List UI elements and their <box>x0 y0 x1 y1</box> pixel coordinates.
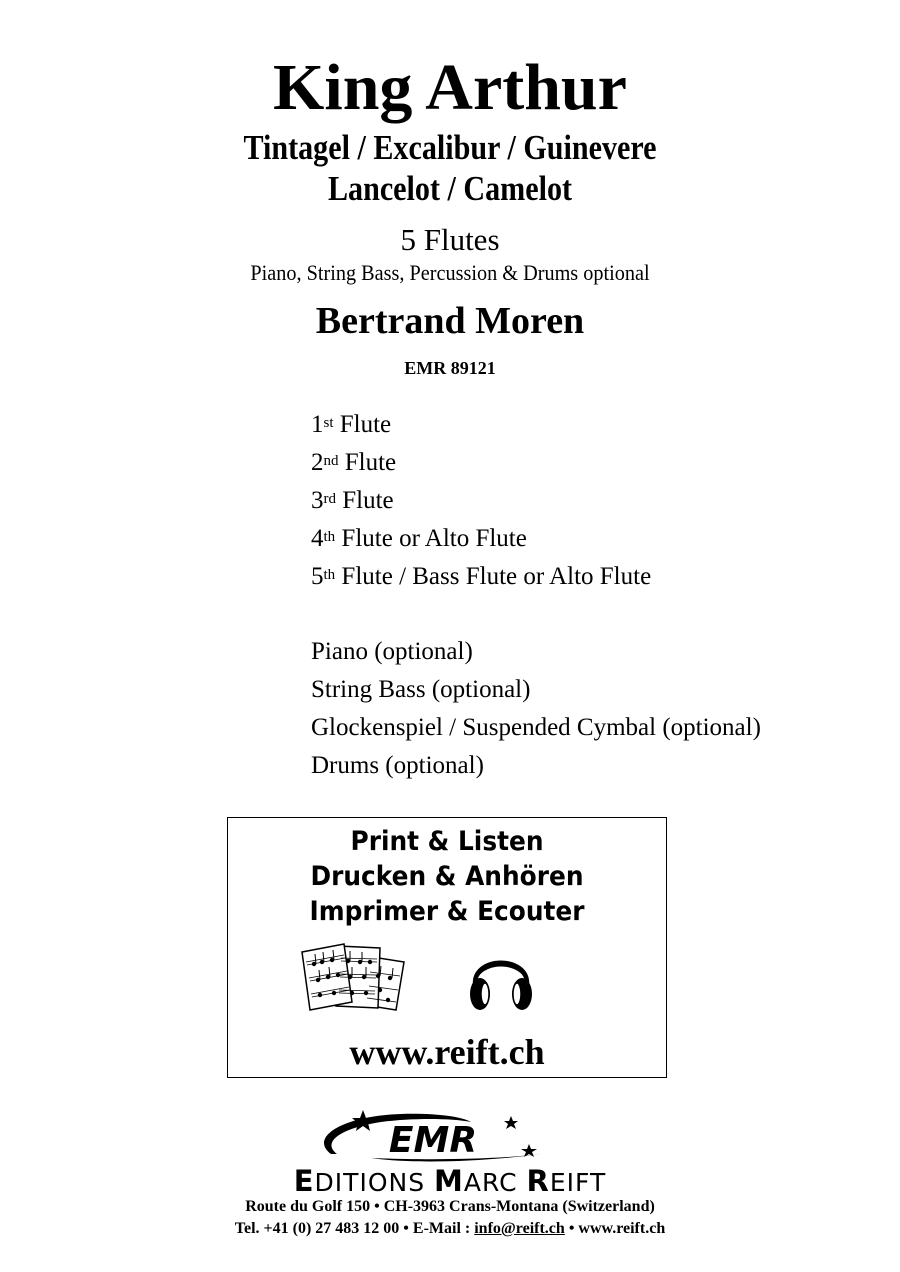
part-item: 3rd Flute <box>311 487 394 514</box>
sheet-music-icon <box>300 940 412 1012</box>
optional-part-item: Glockenspiel / Suspended Cymbal (optional) <box>311 714 761 741</box>
web-link[interactable]: • www.reift.ch <box>564 1220 666 1237</box>
optional-part-item: String Bass (optional) <box>311 676 531 703</box>
optional-part-item: Piano (optional) <box>311 638 473 665</box>
movements-line-2: Lancelot / Camelot <box>327 169 573 208</box>
promo-line-french: Imprimer & Ecouter <box>309 896 585 927</box>
emr-logo <box>311 1108 551 1166</box>
optional-instruments: Piano, String Bass, Percussion & Drums optional <box>250 260 650 285</box>
publisher-address: Route du Golf 150 • CH-3963 Crans-Montana (Switzerland) <box>245 1198 655 1215</box>
movements-line-1: Tintagel / Excalibur / Guinevere <box>243 128 657 167</box>
part-item: 5th Flute / Bass Flute or Alto Flute <box>311 563 652 590</box>
optional-parts-list <box>311 633 761 785</box>
part-item: 2nd Flute <box>311 449 397 476</box>
catalog-number: EMR 89121 <box>404 358 496 378</box>
parts-list <box>311 406 651 596</box>
optional-part-item: Drums (optional) <box>311 752 484 779</box>
composer-name: Bertrand Moren <box>315 300 585 342</box>
promo-line-german: Drucken & Anhören <box>310 861 584 892</box>
instrumentation: 5 Flutes <box>400 222 500 257</box>
website-link[interactable]: www.reift.ch <box>349 1032 545 1072</box>
print-listen-box <box>227 817 667 1078</box>
promo-line-english: Print & Listen <box>350 826 544 857</box>
piece-title: King Arthur <box>273 51 627 124</box>
part-item: 4th Flute or Alto Flute <box>311 525 527 552</box>
headphones-icon <box>466 942 536 1016</box>
publisher-name: EDITIONS MARC REIFT <box>293 1164 607 1198</box>
publisher-contact: Tel. +41 (0) 27 483 12 00 • E-Mail : info@reift.ch • www.reift.ch <box>234 1220 666 1237</box>
part-item: 1st Flute <box>311 411 392 438</box>
email-link[interactable]: info@reift.ch <box>474 1220 565 1237</box>
svg-text:EMR: EMR <box>388 1120 478 1161</box>
